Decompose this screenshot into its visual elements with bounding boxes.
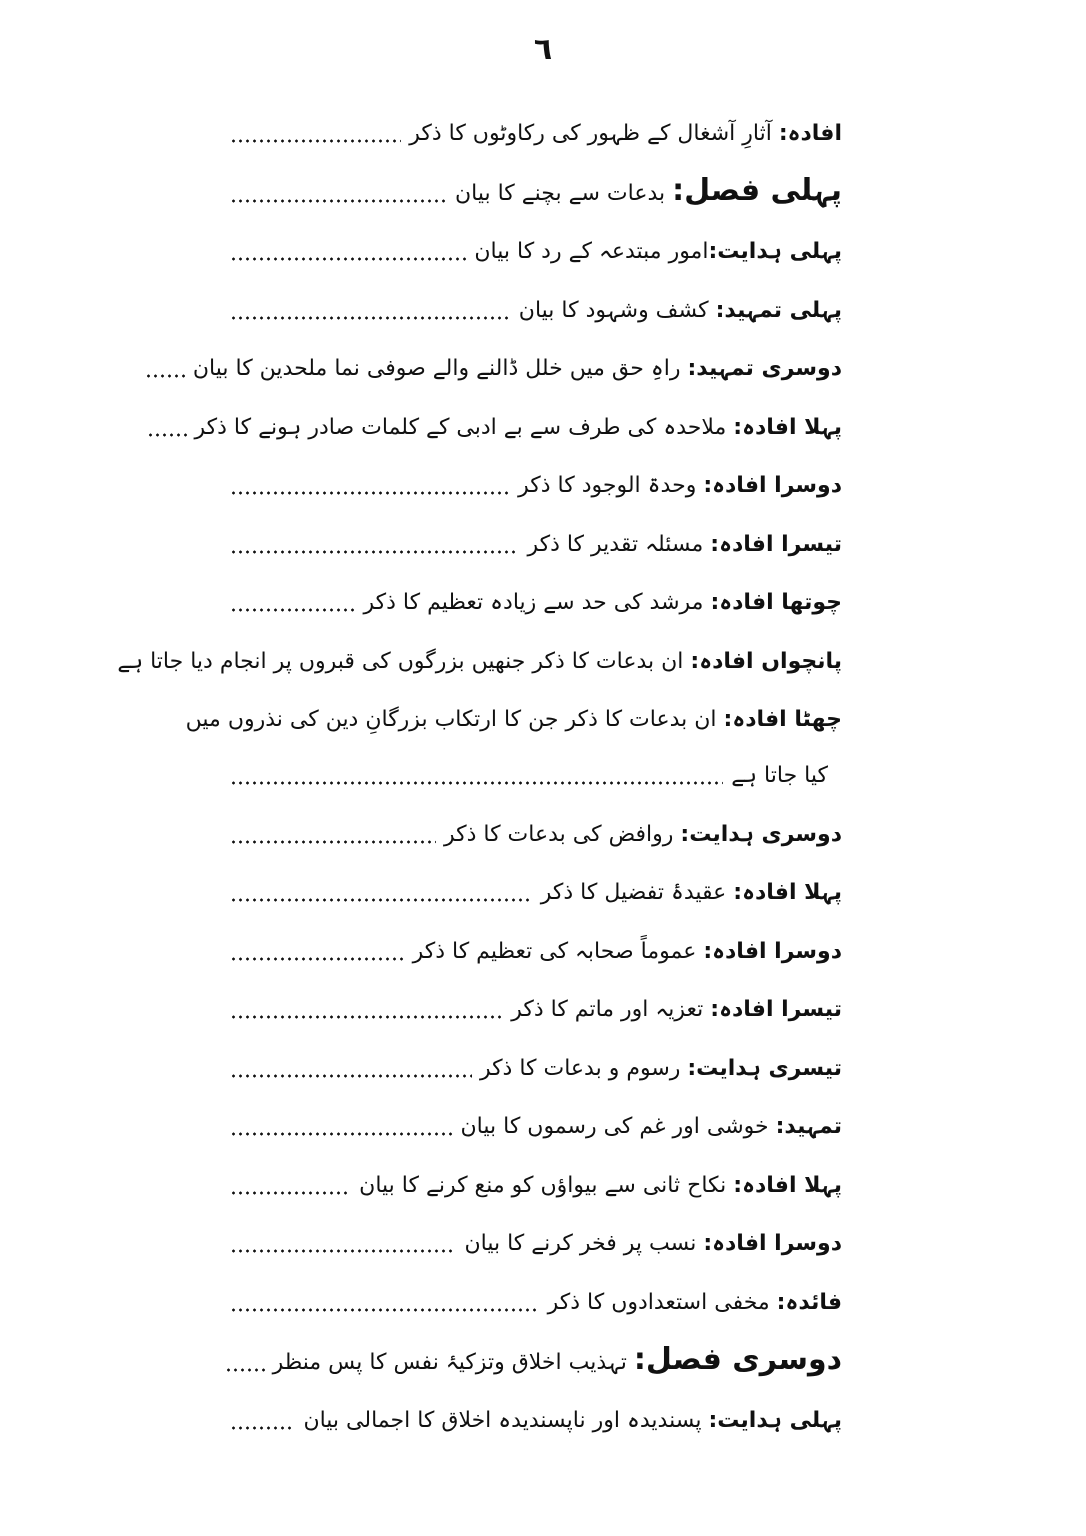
toc-entry-title [474,235,842,275]
toc-entry-label: چوتھا افادہ: [710,590,842,615]
toc-entry-label: دوسری تمہید: [687,356,842,381]
dot-leader [225,1368,265,1372]
toc-entry[interactable] [230,1092,842,1151]
toc-entry-title [303,1404,842,1444]
toc-section-label: دوسری فصل: [633,1341,842,1377]
dot-leader [230,257,466,261]
toc-section-heading[interactable] [230,1326,842,1386]
dot-leader [230,1249,456,1253]
toc-entry-title [413,935,842,975]
toc-entry-text: امور مبتدعہ کے رد کا بیان [474,239,709,264]
toc-entry-title [480,1052,842,1092]
toc-entry[interactable] [230,1209,842,1268]
dot-leader [230,840,436,844]
toc-entry-title [455,174,842,217]
toc-entry-label: پہلی ہدایت: [708,1408,842,1433]
toc-entry-text: مسئلہ تقدیر کا ذکر [527,531,711,557]
toc-entry-title [364,586,842,626]
dot-leader [230,1426,295,1430]
toc-entry[interactable] [230,1267,842,1326]
dot-leader [230,139,401,143]
toc-entry-title [527,528,842,568]
toc-entry-title [731,759,828,799]
dot-leader [230,898,533,902]
dot-leader [230,316,511,320]
toc-entry-text: نکاح ثانی سے بیواؤں کو منع کرنے کا بیان [359,1172,734,1198]
toc-entry-label: فائدہ: [776,1289,842,1315]
toc-entry-label: پہلی ہدایت: [708,239,842,264]
dot-leader [230,1015,503,1019]
toc-entry-text: ان بدعات کا ذکر جن کا ارتکاب بزرگانِ دین کی نذروں میں [185,707,724,732]
toc-entry-title [548,1286,842,1326]
toc-entry[interactable] [117,626,842,685]
toc-entry-title [273,1343,842,1386]
toc-section-label: پہلی فصل: [672,172,842,208]
toc-entry[interactable] [192,334,842,393]
dot-leader [230,608,356,612]
toc-entry[interactable] [230,568,842,627]
toc-entry-label: پہلا افادہ: [733,414,842,440]
dot-leader [230,550,519,554]
toc-entry[interactable] [230,1150,842,1209]
toc-entry-label: دوسرا افادہ: [703,938,842,964]
dot-leader [145,374,185,378]
toc-entry-label: پہلا افادہ: [733,880,842,905]
toc-entry-text: وحدۃ الوجود کا ذکر [518,473,704,498]
dot-leader [230,1074,472,1078]
dot-leader [230,1308,540,1312]
toc-entry[interactable] [230,451,842,510]
toc-entry[interactable] [194,392,842,451]
toc-entry-title [195,411,842,451]
toc-entry-text: خوشی اور غم کی رسموں کا بیان [460,1114,776,1139]
dot-leader [230,957,405,961]
toc-entry-title [464,1227,842,1267]
toc-entry-title [518,469,842,509]
toc-entry-text: کشف وشہود کا بیان [518,297,716,323]
toc-entry-text: تہذیب اخلاق وتزکیۂ نفس کا پس منظر [272,1349,634,1375]
toc-section-heading[interactable] [230,157,842,217]
toc-entry-text: عقیدۂ تفضیل کا ذکر [540,880,734,905]
toc-entry-text: راہِ حق میں خلل ڈالنے والے صوفی نما ملحدین کا بیان [192,356,688,381]
toc-entry[interactable] [230,858,842,917]
toc-entry-text: بدعات سے بچنے کا بیان [454,180,673,206]
toc-entry-text: پسندیدہ اور ناپسندیدہ اخلاق کا اجمالی بیان [303,1408,709,1433]
table-of-contents [117,98,842,1444]
toc-entry-label: تیسرا افادہ: [710,531,842,557]
toc-entry[interactable] [230,916,842,975]
toc-entry-title [461,1110,843,1150]
dot-leader [230,1191,351,1195]
toc-entry[interactable] [230,275,842,334]
toc-entry-text: کیا جاتا ہے [731,763,828,788]
toc-entry-title [409,117,842,157]
toc-entry-text: مرشد کی حد سے زیادہ تعظیم کا ذکر [363,590,711,615]
dot-leader [230,199,447,203]
toc-entry-text: روافض کی بدعات کا ذکر [443,821,681,847]
toc-entry-label: پانچواں افادہ: [690,648,842,674]
toc-entry[interactable] [230,799,842,858]
dot-leader [230,781,723,785]
toc-entry[interactable] [230,975,842,1034]
toc-entry-text: ملاحدہ کی طرف سے بے ادبی کے کلمات صادر ہونے کا ذکر [194,414,734,440]
toc-entry-label: پہلی تمہید: [715,297,842,323]
toc-entry-title [186,703,842,743]
toc-entry-label: پہلا افادہ: [733,1172,842,1198]
toc-entry-text: عموماً صحابہ کی تعظیم کا ذکر [412,938,704,964]
toc-entry-title [541,876,842,916]
toc-entry[interactable] [185,685,842,744]
toc-entry-title [519,294,842,334]
toc-entry-text: مخفی استعدادوں کا ذکر [547,1289,777,1315]
toc-entry-label: دوسرا افادہ: [703,473,842,498]
toc-entry-title [511,993,842,1033]
toc-entry-title [193,352,842,392]
page-number: ٦ [533,32,553,67]
toc-entry[interactable] [230,509,842,568]
toc-entry-label: دوسری ہدایت: [680,821,842,847]
toc-entry-label: تیسری ہدایت: [687,1055,842,1081]
toc-entry-label: تیسرا افادہ: [710,997,842,1022]
toc-entry-text: ان بدعات کا ذکر جنھیں بزرگوں کی قبروں پر انجام دیا جاتا ہے [117,648,691,674]
toc-entry[interactable] [230,217,842,276]
toc-entry-label: چھٹا افادہ: [723,707,842,732]
toc-entry[interactable] [230,1386,842,1445]
toc-entry-continuation[interactable] [230,743,842,799]
toc-entry-text: نسب پر فخر کرنے کا بیان [464,1231,704,1256]
toc-entry-text: تعزیہ اور ماتم کا ذکر [511,997,711,1022]
toc-entry-title [117,645,842,685]
dot-leader [230,491,510,495]
toc-entry-label: افادہ: [778,120,842,146]
toc-entry-text: آثارِ آشغال کے ظہور کی رکاوٹوں کا ذکر [409,120,779,146]
dot-leader [230,1132,453,1136]
toc-entry[interactable] [230,98,842,157]
toc-entry-title [359,1169,842,1209]
toc-entry-label: تمہید: [775,1114,842,1139]
toc-entry-text: رسوم و بدعات کا ذکر [479,1055,688,1081]
toc-entry-label: دوسرا افادہ: [703,1231,842,1256]
dot-leader [147,433,187,437]
toc-entry[interactable] [230,1033,842,1092]
toc-entry-title [444,818,842,858]
